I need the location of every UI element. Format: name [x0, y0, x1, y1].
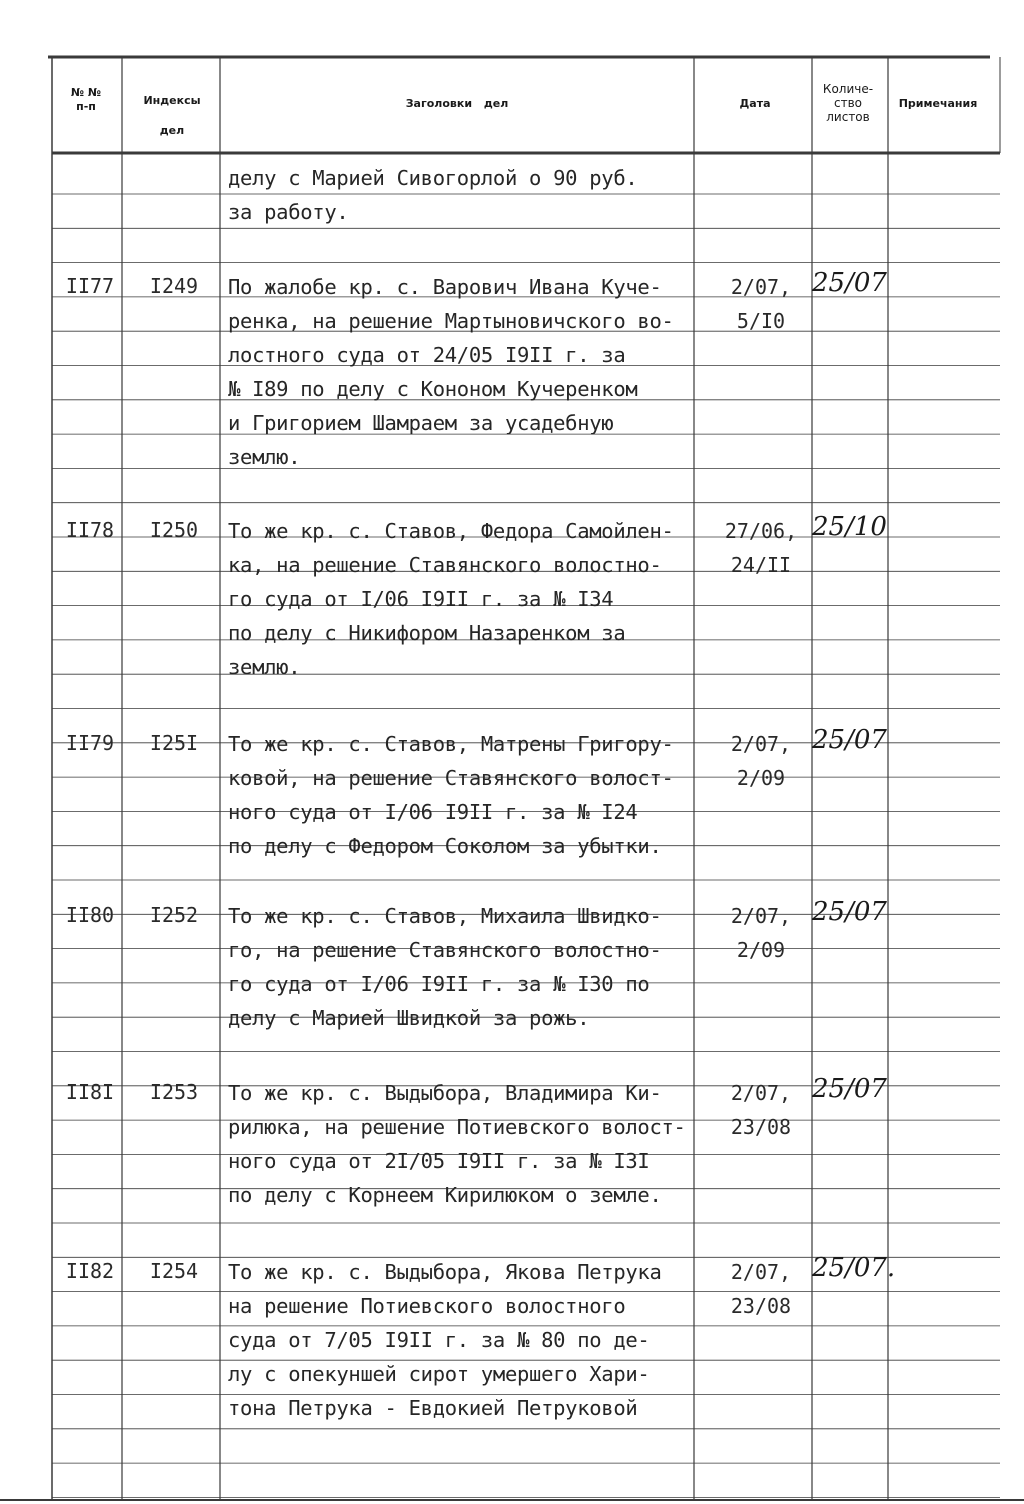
- header-col-count: Количе- ство листов: [822, 82, 874, 124]
- entry-title-line: лостного суда от 24/05 I9II г. за: [228, 343, 626, 367]
- entry-date: 23/08: [730, 1115, 792, 1139]
- entry-number: II77: [65, 274, 115, 298]
- entry-number: II78: [65, 518, 115, 542]
- entry-title-line: по делу с Федором Соколом за убытки.: [228, 834, 662, 858]
- entry-title-line: То же кр. с. Ставов, Матрены Григору-: [228, 732, 674, 756]
- entry-title-line: ного суда от I/06 I9II г. за № I24: [228, 800, 638, 824]
- entry-title-line: суда от 7/05 I9II г. за № 80 по де-: [228, 1328, 650, 1352]
- entry-title-line: То же кр. с. Ставов, Михаила Швидко-: [228, 904, 662, 928]
- entry-index: I254: [149, 1259, 199, 1283]
- entry-title-line: землю.: [228, 655, 301, 679]
- entry-title-line: на решение Потиевского волостного: [228, 1294, 626, 1318]
- handwritten-sheet-count: 25/07: [812, 897, 887, 927]
- entry-date: 5/I0: [736, 309, 786, 333]
- handwritten-sheet-count: 25/07: [812, 1074, 887, 1104]
- entry-date: 2/07,: [730, 732, 792, 756]
- header-col-number: № № п-п: [70, 86, 102, 113]
- entry-number: II82: [65, 1259, 115, 1283]
- entry-index: I250: [149, 518, 199, 542]
- entry-index: I252: [149, 903, 199, 927]
- entry-title-line: го суда от I/06 I9II г. за № I30 по: [228, 972, 650, 996]
- entry-date: 23/08: [730, 1294, 792, 1318]
- entry-title-line: То же кр. с. Выдыбора, Якова Петрука: [228, 1260, 662, 1284]
- entry-date: 2/07,: [730, 1260, 792, 1284]
- entry-date: 27/06,: [724, 519, 798, 543]
- entry-title-line: по делу с Корнеем Кирилюком о земле.: [228, 1183, 662, 1207]
- continuation-line-1: делу с Марией Сивогорлой о 90 руб.: [228, 166, 638, 190]
- entry-title-line: го суда от I/06 I9II г. за № I34: [228, 587, 614, 611]
- header-col-notes: Примечания: [898, 97, 978, 110]
- entry-number: II80: [65, 903, 115, 927]
- handwritten-sheet-count: 25/07.: [812, 1253, 896, 1283]
- entry-title-line: ковой, на решение Ставянского волост-: [228, 766, 674, 790]
- entry-date: 2/09: [736, 938, 786, 962]
- entry-title-line: То же кр. с. Выдыбора, Владимира Ки-: [228, 1081, 662, 1105]
- entry-title-line: го, на решение Ставянского волостно-: [228, 938, 662, 962]
- entry-date: 2/07,: [730, 275, 792, 299]
- entry-title-line: ренка, на решение Мартыновичского во-: [228, 309, 674, 333]
- header-col-date: Дата: [739, 97, 771, 110]
- entry-title-line: ного суда от 2I/05 I9II г. за № I3I: [228, 1149, 650, 1173]
- entry-title-line: и Григорием Шамраем за усадебную: [228, 411, 614, 435]
- entry-date: 2/07,: [730, 904, 792, 928]
- entry-index: I253: [149, 1080, 199, 1104]
- entry-title-line: По жалобе кр. с. Варович Ивана Куче-: [228, 275, 662, 299]
- entry-number: II8I: [65, 1080, 115, 1104]
- entry-title-line: по делу с Никифором Назаренком за: [228, 621, 626, 645]
- entry-title-line: № I89 по делу с Кононом Кучеренком: [228, 377, 638, 401]
- entry-title-line: лу с опекуншей сирот умершего Хари-: [228, 1362, 650, 1386]
- entry-title-line: ка, на решение Ставянского волостно-: [228, 553, 662, 577]
- entry-date: 2/07,: [730, 1081, 792, 1105]
- entry-title-line: тона Петрука - Евдокией Петруковой: [228, 1396, 638, 1420]
- entry-title-line: землю.: [228, 445, 301, 469]
- entry-index: I25I: [149, 731, 199, 755]
- continuation-line-2: за работу.: [228, 200, 349, 224]
- entry-date: 2/09: [736, 766, 786, 790]
- handwritten-sheet-count: 25/10: [812, 512, 887, 542]
- header-col-title: Заголовки дел: [405, 97, 509, 110]
- header-col-index: Индексы дел: [143, 94, 201, 137]
- entry-date: 24/II: [730, 553, 792, 577]
- handwritten-sheet-count: 25/07: [812, 725, 887, 755]
- entry-index: I249: [149, 274, 199, 298]
- entry-title-line: рилюка, на решение Потиевского волост-: [228, 1115, 686, 1139]
- entry-title-line: делу с Марией Швидкой за рожь.: [228, 1006, 590, 1030]
- entry-title-line: То же кр. с. Ставов, Федора Самойлен-: [228, 519, 674, 543]
- handwritten-sheet-count: 25/07: [812, 268, 887, 298]
- entry-number: II79: [65, 731, 115, 755]
